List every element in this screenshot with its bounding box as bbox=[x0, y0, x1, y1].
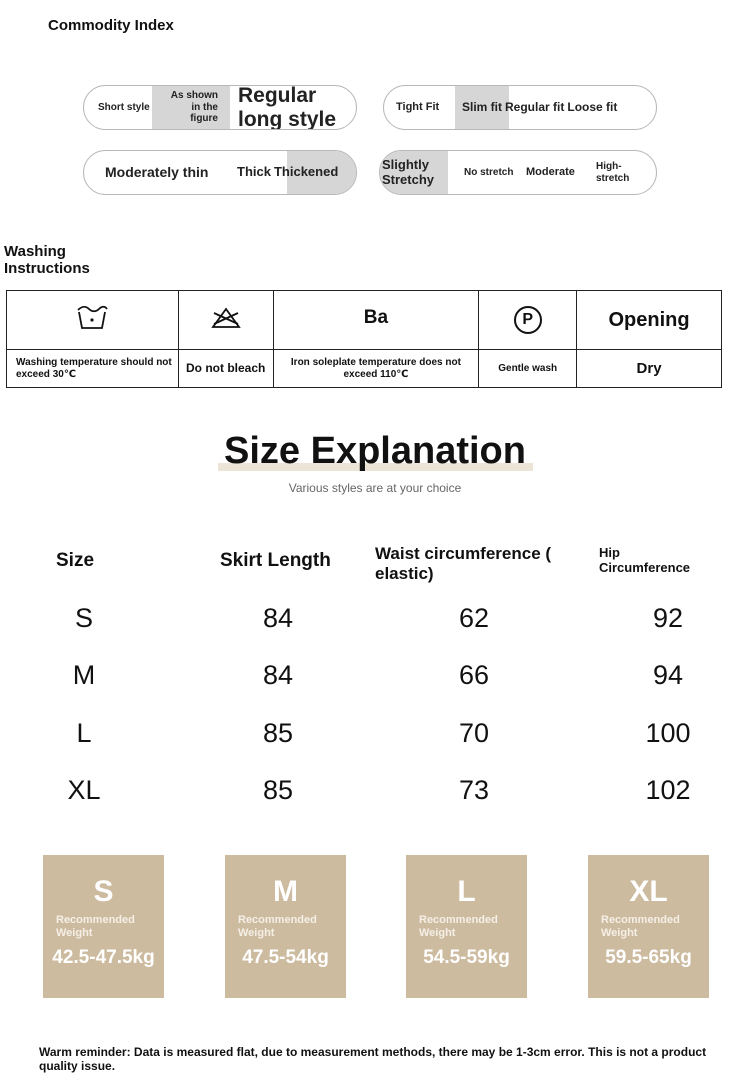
row-hip: 102 bbox=[645, 775, 691, 805]
card-weight: 42.5-47.5kg bbox=[52, 947, 155, 968]
thickness-thickened: Thickened bbox=[273, 164, 339, 180]
fit-tight: Tight Fit bbox=[396, 101, 440, 114]
weight-card-l bbox=[406, 855, 527, 998]
weight-card-s bbox=[43, 855, 164, 998]
header-size: Size bbox=[56, 550, 95, 571]
iron-temp-label: Iron soleplate temperature does not exceed 110℃ bbox=[273, 350, 479, 388]
header-skirt-length: Skirt Length bbox=[220, 550, 331, 571]
wash-temp-label: Washing temperature should not exceed 30℃ bbox=[7, 350, 179, 388]
row-skirt: 84 bbox=[262, 603, 294, 633]
stretch-high: High-stretch bbox=[596, 161, 630, 184]
gentle-icon-cell bbox=[479, 291, 577, 350]
card-weight: 47.5-54kg bbox=[242, 947, 329, 968]
row-waist: 70 bbox=[458, 718, 490, 748]
fit-pill bbox=[383, 85, 657, 130]
card-label: Recommended Weight bbox=[56, 914, 135, 939]
card-size: M bbox=[273, 875, 298, 908]
row-size: L bbox=[76, 718, 92, 748]
bleach-icon-cell bbox=[178, 291, 273, 350]
stretch-pill bbox=[379, 150, 657, 195]
wash-icon-cell bbox=[7, 291, 179, 350]
stretch-moderate: Moderate bbox=[526, 166, 575, 179]
thickness-thick: Thick bbox=[237, 164, 271, 180]
thickness-moderate: Moderately thin bbox=[105, 164, 209, 181]
card-label: Recommended Weight bbox=[601, 914, 680, 939]
header-waist: Waist circumference ( elastic) bbox=[375, 544, 552, 584]
gentle-wash-label: Gentle wash bbox=[479, 350, 577, 388]
length-shown: As shown in the figure bbox=[170, 90, 218, 125]
weight-card-xl bbox=[588, 855, 709, 998]
length-pill bbox=[83, 85, 357, 130]
row-skirt: 85 bbox=[262, 775, 294, 805]
wash-tub-icon bbox=[76, 305, 108, 331]
row-size: XL bbox=[67, 775, 101, 805]
commodity-index-title: Commodity Index bbox=[48, 17, 174, 34]
card-size: XL bbox=[629, 875, 668, 908]
card-label: Recommended Weight bbox=[419, 914, 498, 939]
fit-regular: Regular fit bbox=[505, 99, 565, 114]
card-weight: 54.5-59kg bbox=[423, 947, 510, 968]
no-bleach-label: Do not bleach bbox=[178, 350, 273, 388]
row-waist: 66 bbox=[458, 660, 490, 690]
row-hip: 92 bbox=[652, 603, 684, 633]
row-size: M bbox=[72, 660, 96, 690]
opening-text: Opening bbox=[577, 291, 722, 350]
row-hip: 100 bbox=[645, 718, 691, 748]
row-size: S bbox=[74, 603, 93, 633]
card-label: Recommended Weight bbox=[238, 914, 317, 939]
size-explanation-title: Size Explanation bbox=[224, 430, 526, 472]
row-hip: 94 bbox=[652, 660, 684, 690]
card-size: L bbox=[457, 875, 476, 908]
card-weight: 59.5-65kg bbox=[605, 947, 692, 968]
row-skirt: 85 bbox=[262, 718, 294, 748]
header-hip: Hip Circumference bbox=[599, 545, 691, 575]
row-waist: 62 bbox=[458, 603, 490, 633]
fit-slim: Slim fit bbox=[462, 99, 503, 114]
stretch-slight: Slightly Stretchy bbox=[382, 156, 435, 187]
circle-p-letter: P bbox=[522, 311, 534, 328]
row-waist: 73 bbox=[458, 775, 490, 805]
length-short: Short style bbox=[98, 101, 150, 113]
row-skirt: 84 bbox=[262, 660, 294, 690]
thickness-pill bbox=[83, 150, 357, 195]
card-size: S bbox=[93, 875, 114, 908]
warm-reminder: Warm reminder: Data is measured flat, due to measurement methods, there may be 1-3cm error. This is not a product quality issue. bbox=[39, 1045, 707, 1074]
dry-label: Dry bbox=[577, 350, 722, 388]
weight-card-m bbox=[225, 855, 346, 998]
length-regular: Regular long style bbox=[238, 85, 337, 130]
stretch-none: No stretch bbox=[464, 166, 514, 178]
size-explanation-subtitle: Various styles are at your choice bbox=[288, 481, 462, 495]
no-bleach-icon bbox=[211, 307, 241, 329]
iron-icon: Ba bbox=[273, 291, 479, 350]
circle-p-icon bbox=[514, 306, 542, 334]
washing-table bbox=[6, 290, 722, 388]
washing-title: Washing Instructions bbox=[4, 243, 90, 278]
fit-loose: Loose fit bbox=[567, 99, 618, 114]
